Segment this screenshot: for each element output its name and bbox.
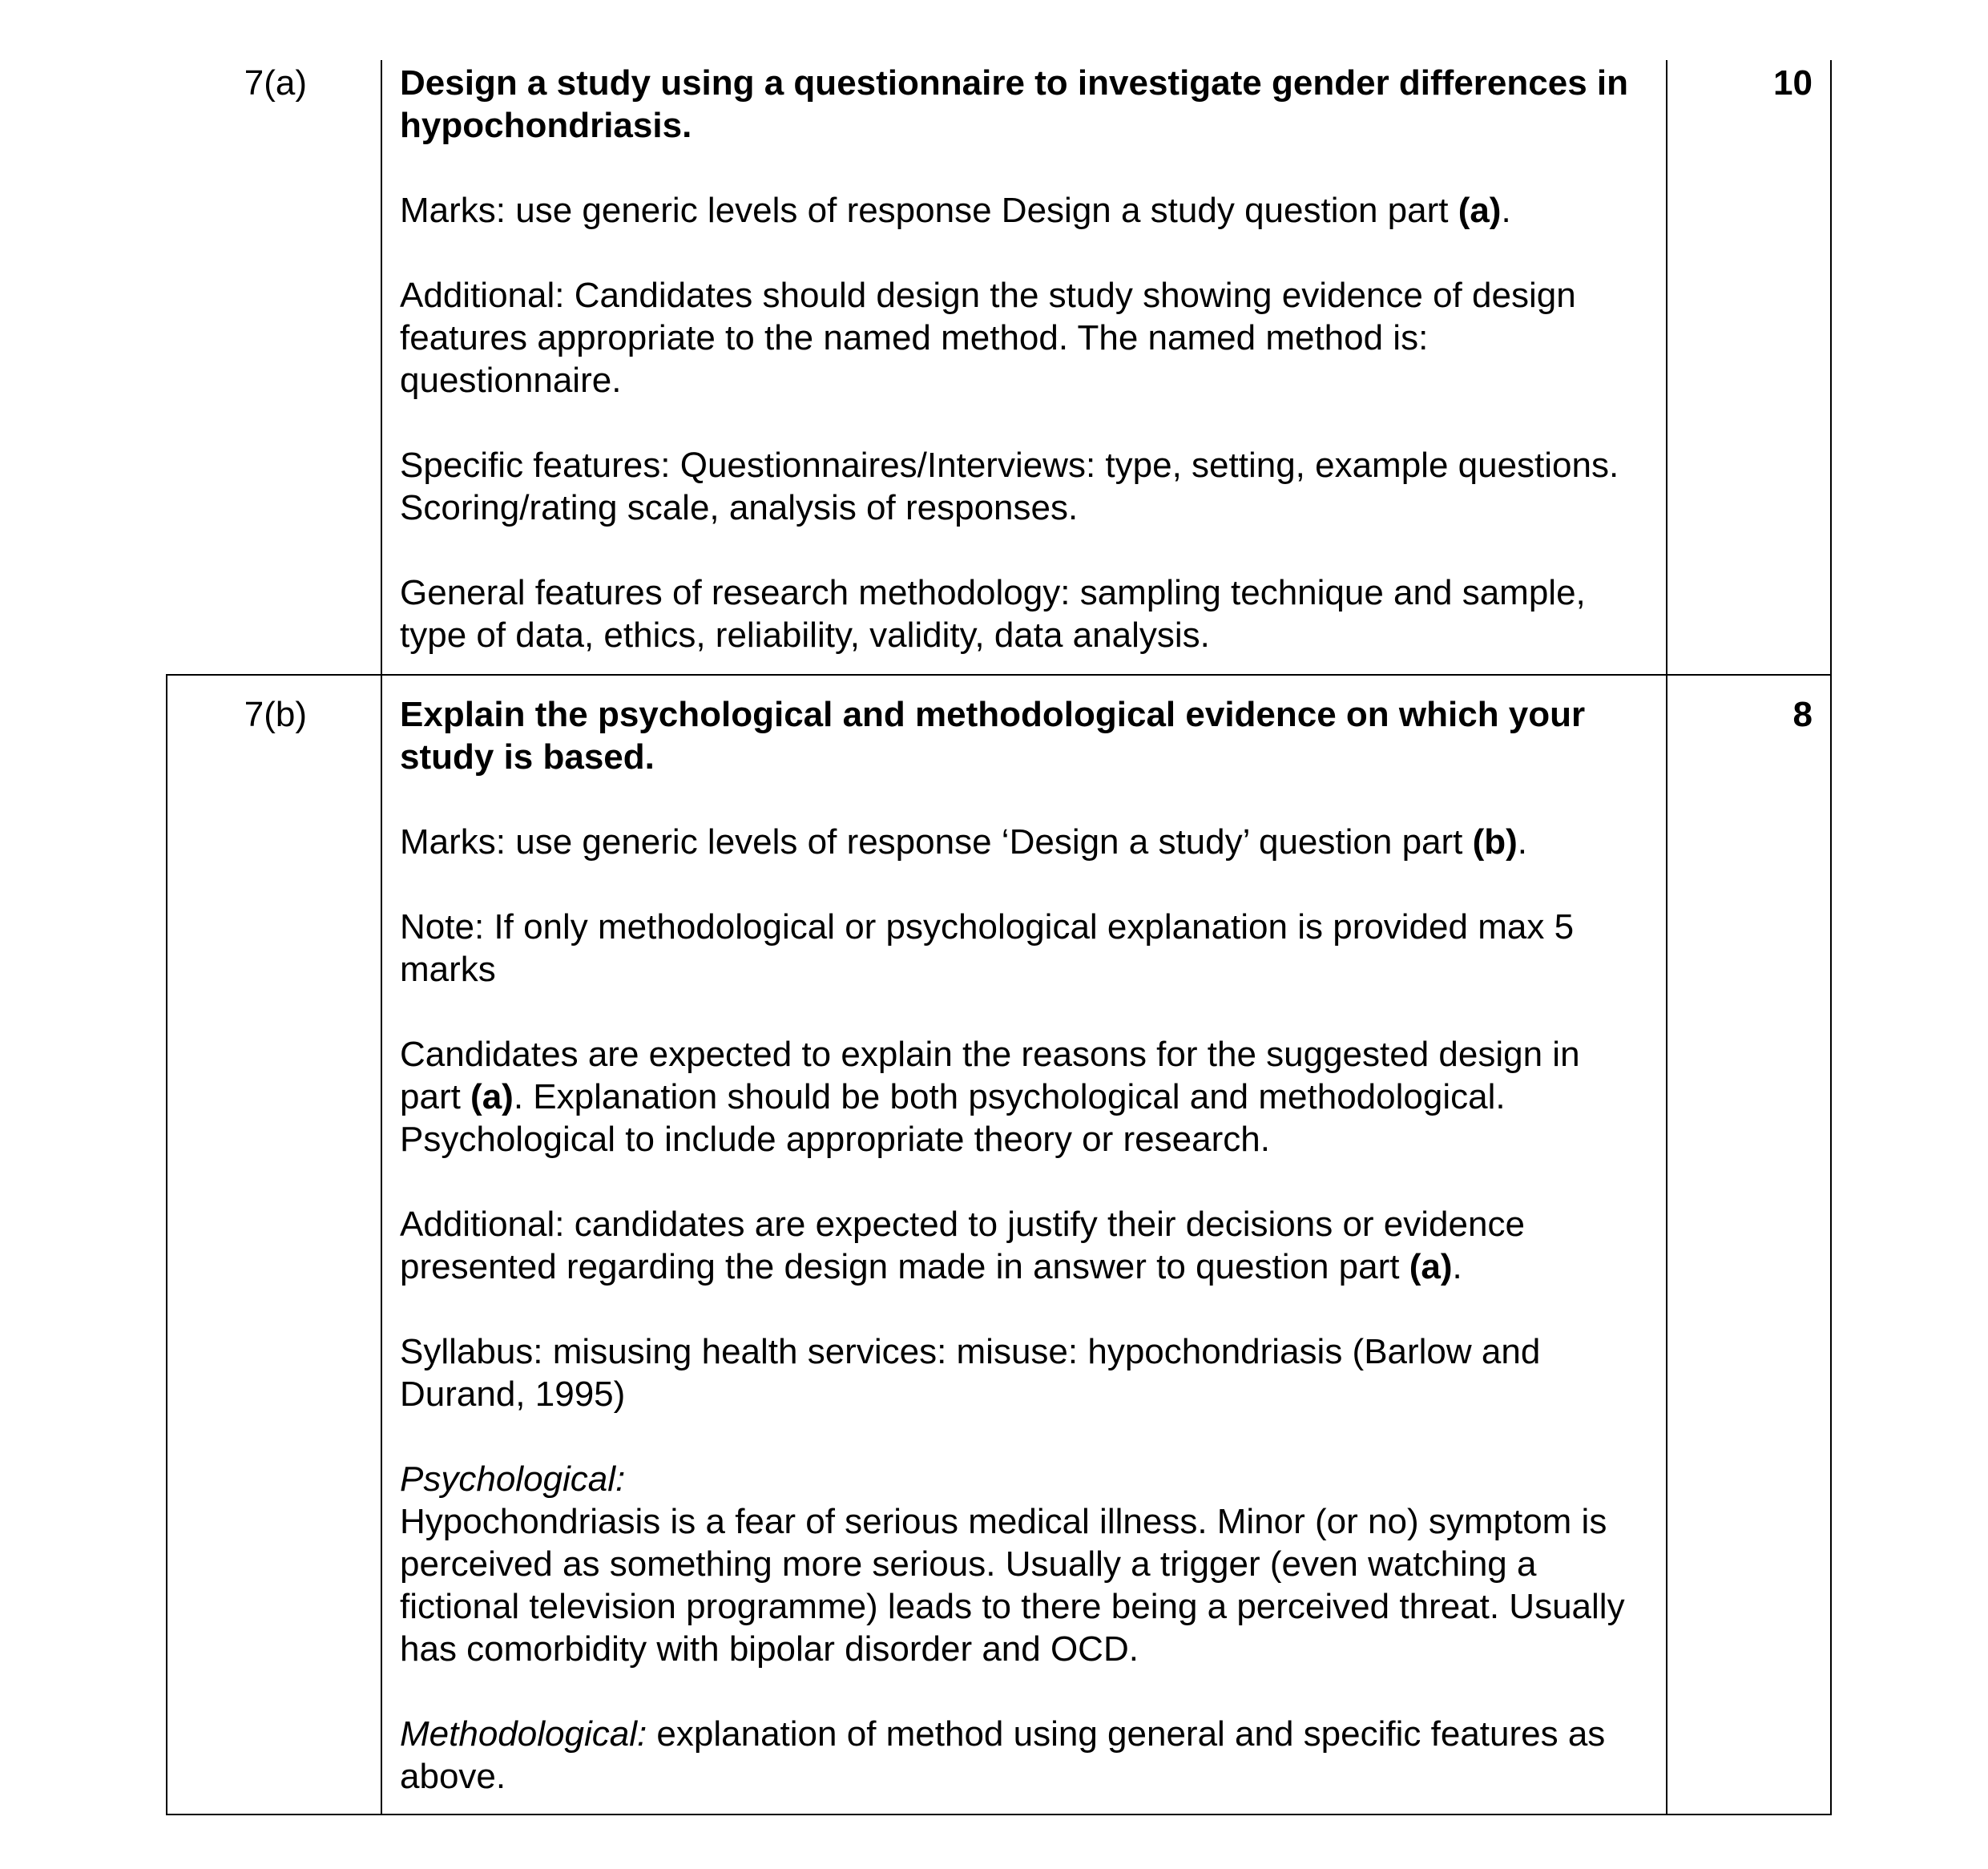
question-number: 7(b) <box>244 695 307 734</box>
syllabus-reference: Syllabus: misusing health services: misuse: hypochondriasis (Barlow and Durand, 1995) <box>400 1332 1541 1414</box>
marks-cell <box>1667 60 1831 675</box>
mark-scheme-table <box>166 60 1832 1815</box>
general-features: General features of research methodology: sampling technique and sample, type of data, ethics, reliability, validity, data analysis. <box>400 573 1586 655</box>
answer-cell <box>381 60 1667 675</box>
additional-guidance: Additional: candidates are expected to justify their decisions or evidence presented regarding the design made in answer to question part (a). <box>400 1205 1525 1286</box>
psychological-evidence <box>400 1458 1648 1670</box>
marks-value: 10 <box>1773 63 1813 103</box>
marks-cell <box>1667 675 1831 1815</box>
psychological-label: Psychological: <box>400 1459 626 1499</box>
marks-value: 8 <box>1792 695 1813 734</box>
methodological-text: explanation of method using general and specific features as above. <box>400 1714 1606 1796</box>
question-number: 7(a) <box>244 63 307 103</box>
note-guidance: Note: If only methodological or psychological explanation is provided max 5 marks <box>400 907 1575 989</box>
marks-guidance: Marks: use generic levels of response ‘Design a study’ question part (b). <box>400 822 1528 862</box>
answer-cell <box>381 675 1667 1815</box>
question-heading: Design a study using a questionnaire to investigate gender differences in hypochondriasis. <box>400 63 1628 145</box>
candidate-expectations: Candidates are expected to explain the reasons for the suggested design in part (a). Explanation should be both psychological and methodological. Psychological to include appropriate theory or research. <box>400 1035 1580 1159</box>
table-row <box>167 675 1831 1815</box>
additional-guidance: Additional: Candidates should design the study showing evidence of design features appropriate to the named method. The named method is: questionnaire. <box>400 276 1576 400</box>
methodological-label: Methodological: <box>400 1714 647 1754</box>
question-number-cell <box>167 60 381 675</box>
methodological-evidence <box>400 1713 1648 1798</box>
question-heading: Explain the psychological and methodological evidence on which your study is based. <box>400 695 1586 777</box>
table-row <box>167 60 1831 675</box>
specific-features: Specific features: Questionnaires/Interviews: type, setting, example questions. Scoring/rating scale, analysis of responses. <box>400 446 1619 527</box>
psychological-text: Hypochondriasis is a fear of serious medical illness. Minor (or no) symptom is perceived as something more serious. Usually a trigger (even watching a fictional television programme) leads to there being a perceived threat. Usually has comorbidity with bipolar disorder and OCD. <box>400 1502 1625 1669</box>
marks-guidance: Marks: use generic levels of response Design a study question part (a). <box>400 191 1511 230</box>
question-number-cell <box>167 675 381 1815</box>
